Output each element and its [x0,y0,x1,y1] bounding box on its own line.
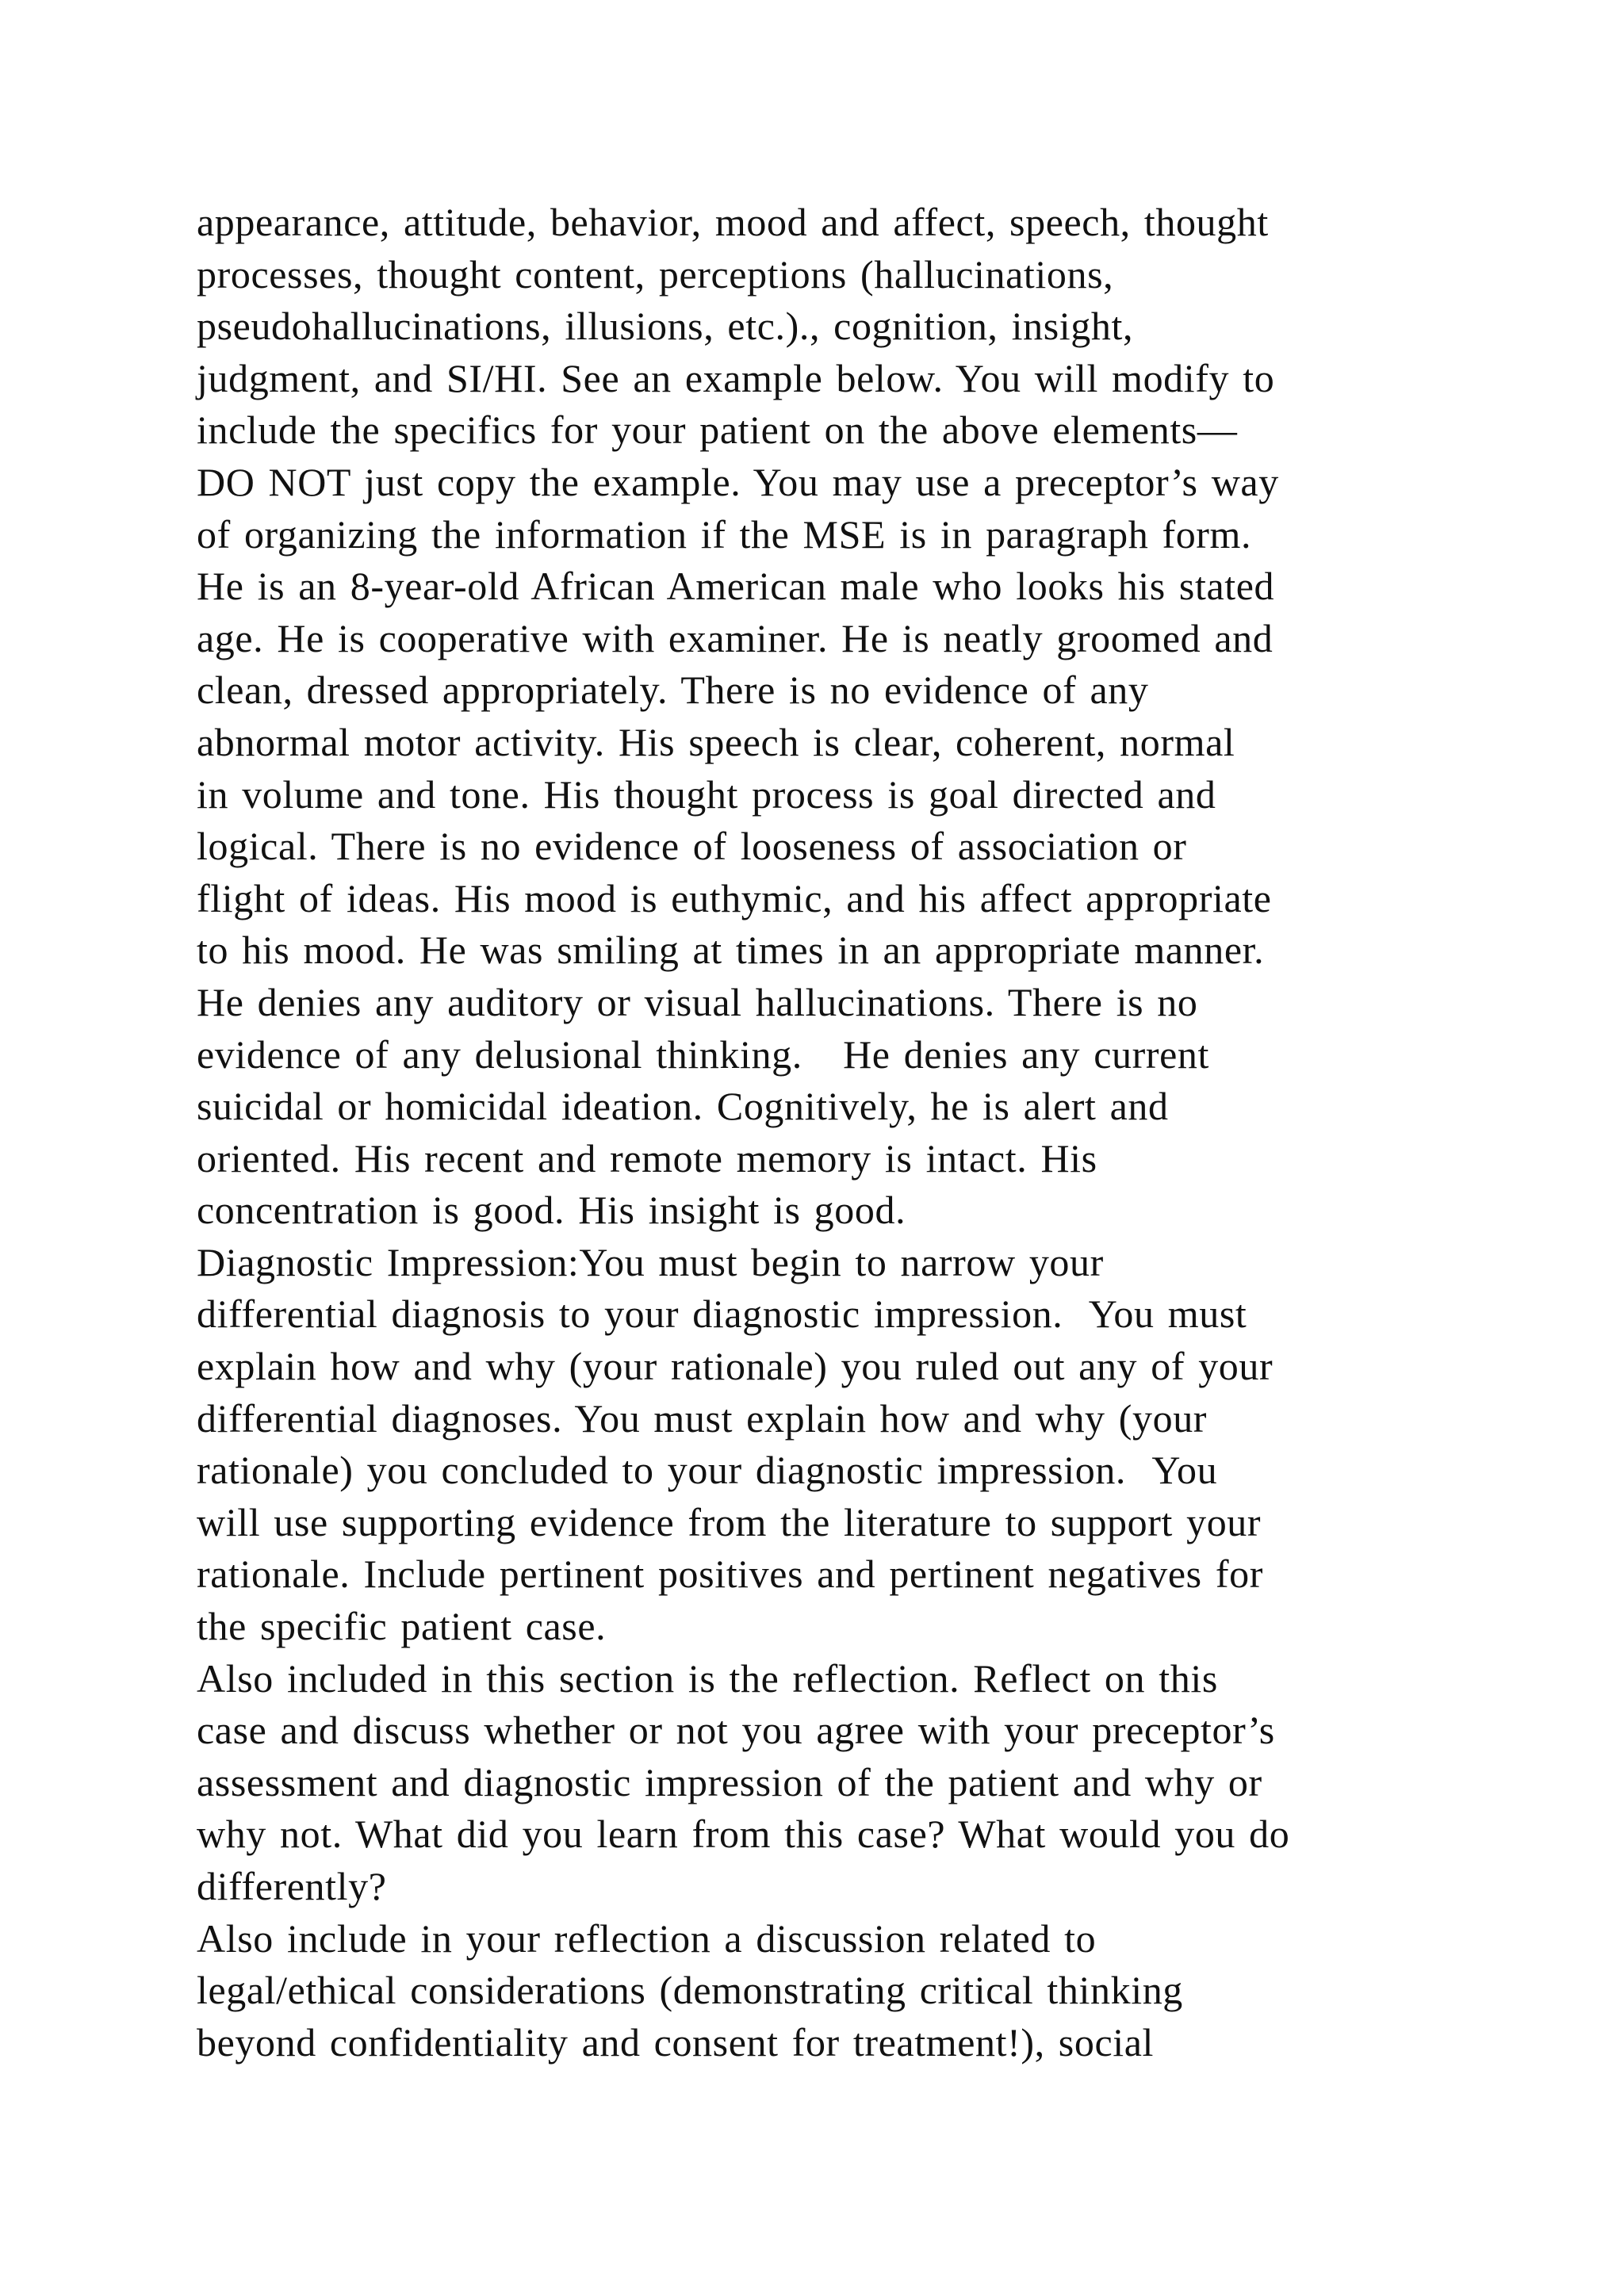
text-line: oriented. His recent and remote memory is intact. His [197,1135,1097,1181]
text-line: will use supporting evidence from the literature to support your [197,1499,1262,1544]
text-line: Also include in your reflection a discussion related to [197,1915,1097,1961]
text-line: to his mood. He was smiling at times in an appropriate manner. [197,928,1265,973]
text-line: abnormal motor activity. His speech is clear, coherent, normal [197,719,1235,764]
text-line: logical. There is no evidence of looseness of association or [197,824,1187,869]
text-line: differential diagnosis to your diagnostic impression. You must [197,1292,1247,1337]
text-line: evidence of any delusional thinking. He denies any current [197,1031,1210,1077]
text-line: He denies any auditory or visual hallucinations. There is no [197,979,1198,1024]
text-line: differential diagnoses. You must explain how and why (your [197,1395,1208,1441]
text-line: flight of ideas. His mood is euthymic, and his affect appropriate [197,875,1272,920]
text-line: age. He is cooperative with examiner. He is neatly groomed and [197,615,1274,660]
text-line: of organizing the information if the MSE is in paragraph form. [197,511,1252,557]
text-line: He is an 8-year-old African American male who looks his stated [197,564,1275,609]
text-line: Also included in this section is the reflection. Reflect on this [197,1655,1218,1701]
text-line: case and discuss whether or not you agree with your preceptor’s [197,1708,1275,1753]
text-line: legal/ethical considerations (demonstrating critical thinking [197,1968,1183,2013]
text-line: appearance, attitude, behavior, mood and affect, speech, thought [197,200,1269,244]
text-line: concentration is good. His insight is good. [197,1188,906,1233]
text-line: rationale. Include pertinent positives and pertinent negatives for [197,1552,1263,1597]
text-line: Diagnostic Impression:You must begin to narrow your [197,1239,1104,1284]
text-line: pseudohallucinations, illusions, etc.)., cognition, insight, [197,304,1134,349]
text-line: the specific patient case. [197,1604,607,1649]
text-line: rationale) you concluded to your diagnostic impression. You [197,1448,1218,1493]
text-line: judgment, and SI/HI. See an example below. You will modify to [197,355,1275,400]
text-line: DO NOT just copy the example. You may use a preceptor’s way [197,459,1279,504]
text-line: beyond confidentiality and consent for treatment!), social [197,2019,1155,2064]
text-line: why not. What did you learn from this case? What would you do [197,1812,1290,1857]
document-body-text [197,197,1450,2068]
text-line: suicidal or homicidal ideation. Cognitively, he is alert and [197,1084,1169,1129]
text-line: differently? [197,1864,387,1908]
text-line: include the specifics for your patient on the above elements— [197,408,1238,453]
text-line: explain how and why (your rationale) you ruled out any of your [197,1344,1274,1389]
text-line: in volume and tone. His thought process is goal directed and [197,771,1216,817]
text-line: clean, dressed appropriately. There is no evidence of any [197,668,1149,713]
text-line: processes, thought content, perceptions (hallucinations, [197,251,1114,297]
text-line: assessment and diagnostic impression of the patient and why or [197,1759,1262,1804]
